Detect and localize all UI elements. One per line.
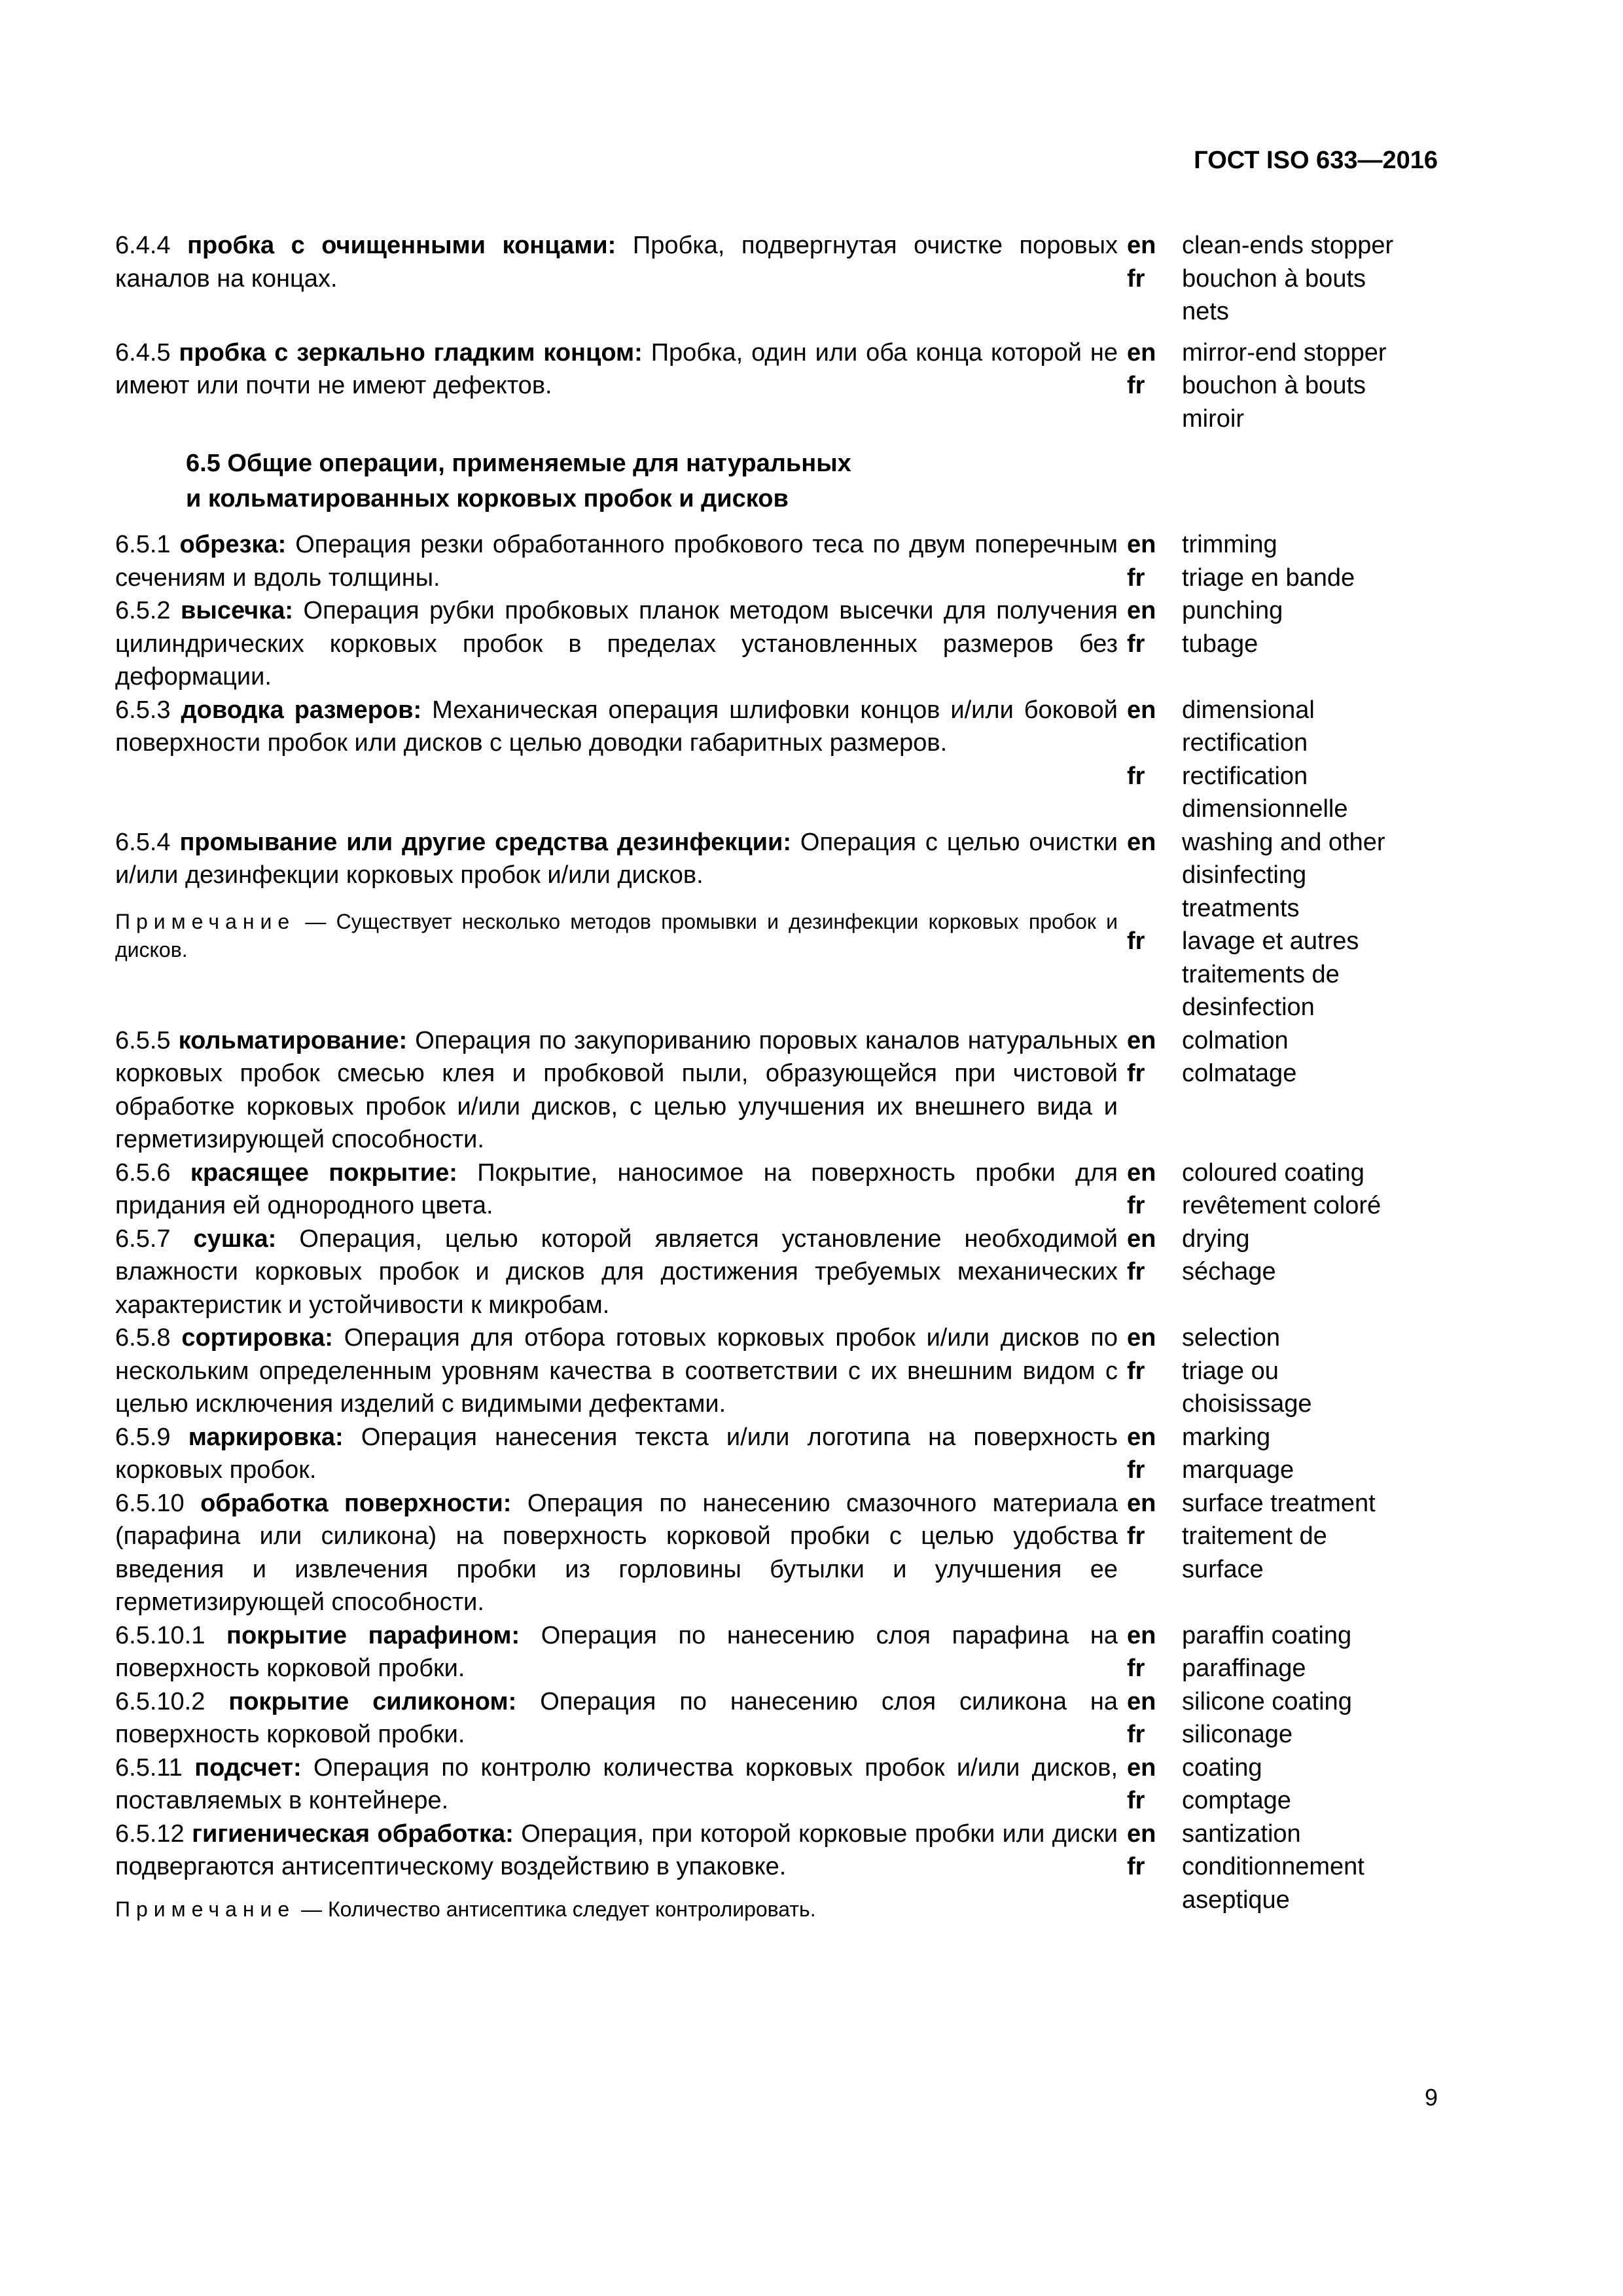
definition: 6.5.7 сушка: Операция, целью которой является установление необходимой влажности корковых пробок и дисков для достижения требуемых механических характеристик и устойчивости к микробам. xyxy=(115,1225,1118,1319)
translations xyxy=(1127,1751,1415,1818)
term-fr: revêtement coloré xyxy=(1182,1192,1382,1219)
term-entry xyxy=(115,1619,1427,1685)
term-en: clean-ends stopper xyxy=(1182,232,1394,259)
term: промывание или другие средства дезинфекции: xyxy=(179,828,792,856)
term-entry xyxy=(115,528,1427,594)
term-fr: siliconage xyxy=(1182,1721,1293,1748)
lang-fr-label: fr xyxy=(1127,1060,1145,1087)
term-entry xyxy=(115,229,1427,329)
term-en: drying xyxy=(1182,1225,1250,1253)
term: обрезка: xyxy=(179,531,287,558)
section-heading: 6.5 Общие операции, применяемые для натуральных и кольматированных корковых пробок и дисков xyxy=(186,450,851,512)
term-en: surface treatment xyxy=(1182,1489,1376,1517)
term-fr: bouchon à bouts nets xyxy=(1182,264,1366,325)
lang-en-label: en xyxy=(1127,1423,1156,1451)
lang-en-label: en xyxy=(1127,1820,1156,1848)
term: маркировка: xyxy=(188,1423,344,1451)
term: покрытие парафином: xyxy=(226,1621,520,1649)
definition: 6.5.2 высечка: Операция рубки пробковых планок методом высечки для получения цилиндрических корковых пробок в пределах установленных размеров без деформации. xyxy=(115,597,1118,691)
definition: 6.5.10 обработка поверхности: Операция по нанесению смазочного материала (парафина или силикона) на поверхность корковой пробки с целью удобства введения и извлечения пробки из горловины бутылки и улучшения ее герметизирующей способности. xyxy=(115,1489,1118,1616)
lang-fr-label: fr xyxy=(1127,1522,1145,1550)
definition: 6.5.3 доводка размеров: Механическая операция шлифовки концов и/или боковой поверхности пробок или дисков с целью доводки габаритных размеров. xyxy=(115,696,1118,757)
definition: 6.5.8 сортировка: Операция для отбора готовых корковых пробок и/или дисков по нескольким определенным уровням качества в соответствии с их внешним видом с целью исключения изделий с видимыми дефектами. xyxy=(115,1324,1118,1418)
term-entry xyxy=(115,1487,1427,1619)
lang-fr-label: fr xyxy=(1127,1853,1145,1880)
term-fr: bouchon à bouts miroir xyxy=(1182,372,1366,433)
term-fr: rectification dimensionnelle xyxy=(1182,762,1348,823)
term-en: selection xyxy=(1182,1324,1280,1352)
note: Примечание — Существует несколько методов промывки и дезинфекции корковых пробок и дисков. xyxy=(115,909,1118,961)
lang-fr-label: fr xyxy=(1127,1787,1145,1814)
term: красящее покрытие: xyxy=(190,1158,457,1187)
term-en: paraffin coating xyxy=(1182,1621,1352,1649)
term-entry xyxy=(115,1157,1427,1223)
translations xyxy=(1127,1157,1415,1223)
term-en: coloured coating xyxy=(1182,1158,1364,1187)
translations xyxy=(1127,336,1415,436)
term-entry xyxy=(115,336,1427,436)
lang-fr-label: fr xyxy=(1127,372,1145,399)
lang-en-label: en xyxy=(1127,597,1156,624)
definition: 6.4.5 пробка с зеркально гладким концом: Пробка, один или оба конца которой не имеют или почти не имеют дефектов. xyxy=(115,338,1118,399)
term-en: mirror-end stopper xyxy=(1182,338,1387,367)
lang-fr-label: fr xyxy=(1127,927,1145,955)
translations xyxy=(1127,1421,1415,1487)
lang-fr-label: fr xyxy=(1127,1456,1145,1484)
term-en: dimensional rectification xyxy=(1182,696,1315,757)
lang-en-label: en xyxy=(1127,1158,1156,1187)
lang-en-label: en xyxy=(1127,232,1156,259)
lang-fr-label: fr xyxy=(1127,264,1145,293)
lang-en-label: en xyxy=(1127,828,1156,856)
lang-fr-label: fr xyxy=(1127,630,1145,658)
definition: 6.5.11 подсчет: Операция по контролю количества корковых пробок и/или дисков, поставляемых в контейнере. xyxy=(115,1753,1118,1814)
term-fr: traitement de surface xyxy=(1182,1522,1327,1583)
term-fr: tubage xyxy=(1182,630,1258,658)
lang-fr-label: fr xyxy=(1127,762,1145,790)
definition: 6.5.12 гигиеническая обработка: Операция, при которой корковые пробки или диски подвергаются антисептическому воздействию в упаковке. Примечание — Количество антисептика следует контролировать. xyxy=(115,1818,1118,1924)
term-en: santization xyxy=(1182,1820,1301,1848)
term-fr: séchage xyxy=(1182,1258,1276,1285)
lang-en-label: en xyxy=(1127,338,1156,367)
term-entry xyxy=(115,1818,1427,1924)
lang-en-label: en xyxy=(1127,696,1156,724)
term: пробка с очищенными концами: xyxy=(187,232,616,259)
lang-en-label: en xyxy=(1127,1324,1156,1352)
lang-en-label: en xyxy=(1127,1753,1156,1782)
lang-en-label: en xyxy=(1127,1489,1156,1517)
term-entry xyxy=(115,1223,1427,1322)
translations xyxy=(1127,1024,1415,1157)
term-entry xyxy=(115,694,1427,826)
term-entry xyxy=(115,1421,1427,1487)
lang-en-label: en xyxy=(1127,1026,1156,1054)
term-en: colmation xyxy=(1182,1026,1289,1054)
lang-fr-label: fr xyxy=(1127,1258,1145,1285)
term-entry xyxy=(115,826,1427,1024)
term-fr: triage ou choisissage xyxy=(1182,1357,1312,1418)
term: подсчет: xyxy=(194,1753,302,1782)
lang-en-label: en xyxy=(1127,1687,1156,1715)
translations xyxy=(1127,694,1415,826)
term-entry xyxy=(115,1685,1427,1751)
lang-fr-label: fr xyxy=(1127,1192,1145,1219)
lang-fr-label: fr xyxy=(1127,1655,1145,1682)
term-en: trimming xyxy=(1182,531,1277,558)
term: гигиеническая обработка: xyxy=(192,1820,514,1848)
term: покрытие силиконом: xyxy=(228,1687,517,1715)
term-entry xyxy=(115,594,1427,694)
term-entry xyxy=(115,1321,1427,1421)
definition: 6.5.9 маркировка: Операция нанесения текста и/или логотипа на поверхность корковых пробок. xyxy=(115,1423,1118,1484)
lang-en-label: en xyxy=(1127,531,1156,558)
term-en: marking xyxy=(1182,1423,1271,1451)
definition: 6.5.10.1 покрытие парафином: Операция по нанесению слоя парафина на поверхность корковой пробки. xyxy=(115,1621,1118,1682)
term: кольматирование: xyxy=(178,1026,408,1054)
translations xyxy=(1127,528,1415,594)
term: пробка с зеркально гладким концом: xyxy=(179,338,643,367)
term: высечка: xyxy=(181,597,294,624)
translations xyxy=(1127,826,1415,1024)
definition: 6.5.10.2 покрытие силиконом: Операция по нанесению слоя силикона на поверхность корковой пробки. xyxy=(115,1687,1118,1748)
note: Примечание — Количество антисептика следует контролировать. xyxy=(115,1897,816,1921)
term-entry xyxy=(115,1751,1427,1818)
translations xyxy=(1127,1487,1415,1619)
translations xyxy=(1127,594,1415,694)
translations xyxy=(1127,1321,1415,1421)
term-en: washing and other disinfecting treatments xyxy=(1182,828,1385,922)
lang-fr-label: fr xyxy=(1127,564,1145,592)
lang-fr-label: fr xyxy=(1127,1721,1145,1748)
page-header: ГОСТ ISO 633—2016 xyxy=(1194,147,1438,174)
translations xyxy=(1127,1818,1415,1924)
term-fr: marquage xyxy=(1182,1456,1294,1484)
document-body xyxy=(115,229,1427,1924)
definition: 6.5.4 промывание или другие средства дезинфекции: Операция с целью очистки и/или дезинфекции корковых пробок и/или дисков. Примечание — Существует несколько методов промывки и дезинфекции корковых пробок и дисков. xyxy=(115,826,1118,1024)
lang-en-label: en xyxy=(1127,1621,1156,1649)
page-number: 9 xyxy=(1424,2084,1438,2111)
translations xyxy=(1127,1619,1415,1685)
term-en: silicone coating xyxy=(1182,1687,1352,1715)
lang-fr-label: fr xyxy=(1127,1357,1145,1385)
term-fr: comptage xyxy=(1182,1787,1291,1814)
translations xyxy=(1127,229,1415,329)
translations xyxy=(1127,1223,1415,1322)
definition: 6.5.5 кольматирование: Операция по закупориванию поровых каналов натуральных корковых пробок смесью клея и пробковой пыли, образующейся при чистовой обработке корковых пробок и/или дисков, с целью улучшения их внешнего вида и герметизирующей способности. xyxy=(115,1026,1118,1153)
term-fr: conditionnement aseptique xyxy=(1182,1853,1364,1914)
term-en: punching xyxy=(1182,597,1283,624)
term-entry xyxy=(115,1024,1427,1157)
term-fr: paraffinage xyxy=(1182,1655,1306,1682)
term-fr: lavage et autres traitements de desinfection xyxy=(1182,927,1359,1021)
definition: 6.4.4 пробка с очищенными концами: Пробка, подвергнутая очистке поровых каналов на концах. xyxy=(115,232,1118,293)
term: обработка поверхности: xyxy=(200,1489,512,1517)
term: сушка: xyxy=(193,1225,277,1253)
term: сортировка: xyxy=(181,1324,333,1352)
term-en: coating xyxy=(1182,1753,1262,1782)
term: доводка размеров: xyxy=(181,696,422,724)
term-fr: triage en bande xyxy=(1182,564,1355,592)
definition: 6.5.1 обрезка: Операция резки обработанного пробкового теса по двум поперечным сечениям и вдоль толщины. xyxy=(115,531,1118,592)
lang-en-label: en xyxy=(1127,1225,1156,1253)
term-fr: colmatage xyxy=(1182,1060,1297,1087)
translations xyxy=(1127,1685,1415,1751)
definition: 6.5.6 красящее покрытие: Покрытие, наносимое на поверхность пробки для придания ей однородного цвета. xyxy=(115,1158,1118,1219)
